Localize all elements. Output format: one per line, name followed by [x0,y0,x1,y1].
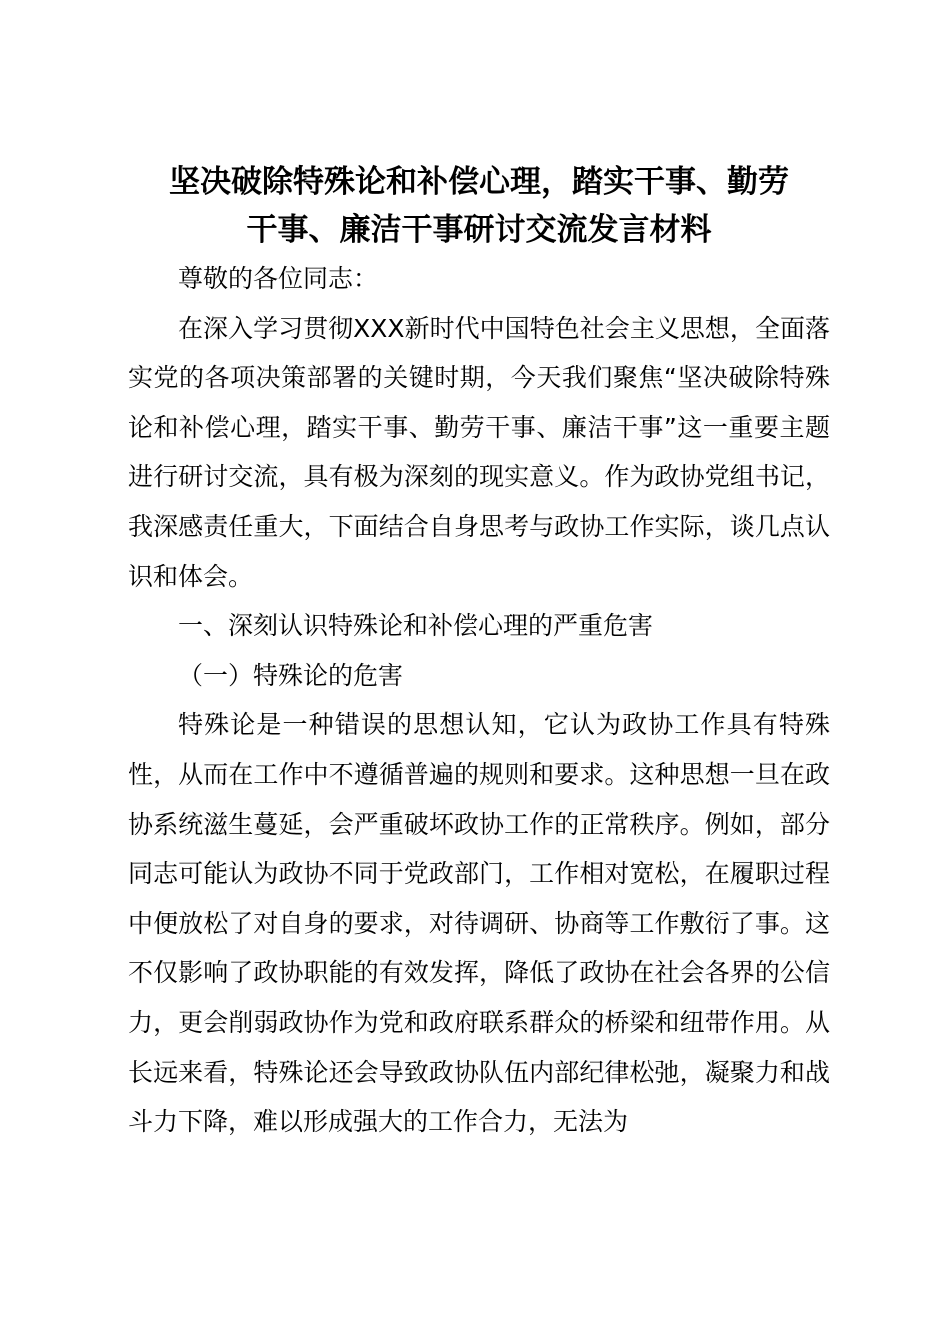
body-paragraph: 特殊论是一种错误的思想认知，它认为政协工作具有特殊性，从而在工作中不遵循普遍的规则和要求。这种思想一旦在政协系统滋生蔓延，会严重破坏政协工作的正常秩序。例如，部分同志可能认为政协不同于党政部门，工作相对宽松，在履职过程中便放松了对自身的要求，对待调研、协商等工作敷衍了事。这不仅影响了政协职能的有效发挥，降低了政协在社会各界的公信力，更会削弱政协作为党和政府联系群众的桥梁和纽带作用。从长远来看，特殊论还会导致政协队伍内部纪律松弛，凝聚力和战斗力下降，难以形成强大的工作合力，无法为 [128,710,830,1137]
title-line-2: 干事、廉洁干事研讨交流发言材料 [246,212,712,248]
salutation: 尊敬的各位同志： [178,264,379,293]
intro-paragraph: 在深入学习贯彻XXX新时代中国特色社会主义思想，全面落实党的各项决策部署的关键时期，今天我们聚焦“坚决破除特殊论和补偿心理，踏实干事、勤劳干事、廉洁干事”这一重要主题进行研讨交流，具有极为深刻的现实意义。作为政协党组书记，我深感责任重大，下面结合自身思考与政协工作实际，谈几点认识和体会。 [128,313,830,591]
section-heading: 一、深刻认识特殊论和补偿心理的严重危害 [178,611,654,641]
document-title [128,158,830,254]
title-line-1: 坚决破除特殊论和补偿心理，踏实干事、勤劳 [169,164,789,200]
subsection-heading: （一）特殊论的危害 [178,660,404,690]
document-content [128,158,830,1147]
